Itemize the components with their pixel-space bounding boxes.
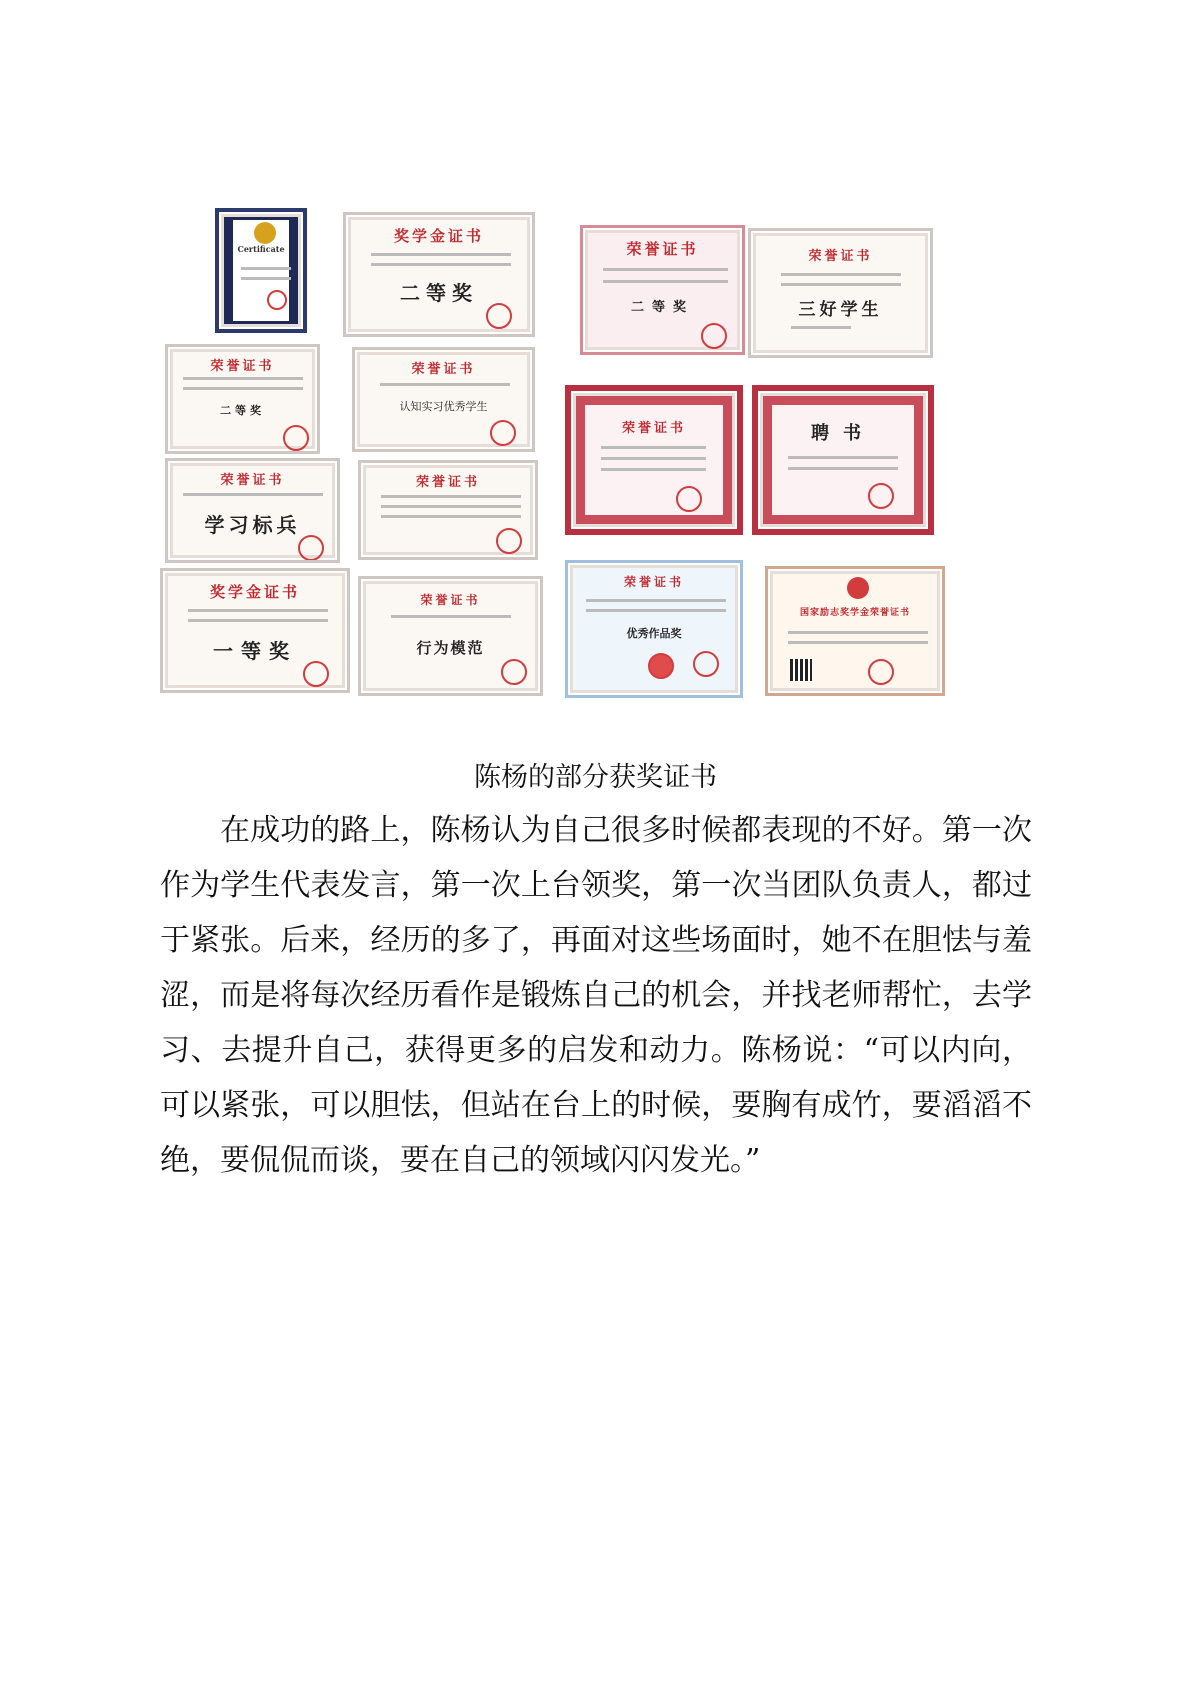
seal-icon <box>298 535 324 561</box>
image-caption: 陈杨的部分获奖证书 <box>474 762 717 793</box>
certificate-three-good-student <box>748 228 933 358</box>
cert-main-text: 一等奖 <box>213 639 297 663</box>
seal-icon <box>868 659 894 685</box>
certificate-excellent-work <box>565 560 743 698</box>
certificate-honor-second <box>580 225 745 355</box>
certificate-gold-first <box>160 568 350 693</box>
cert-main-text: 二等奖 <box>220 404 265 417</box>
cert-title: 荣誉证书 <box>808 249 873 264</box>
cert-title: 荣誉证书 <box>411 362 476 377</box>
seal-icon <box>501 659 527 685</box>
cert-title: 奖学金证书 <box>393 227 484 245</box>
certificate-collage-image <box>160 220 1022 750</box>
certificate-red-honor <box>565 385 743 535</box>
cert-title: 荣誉证书 <box>623 575 684 589</box>
seal-icon <box>490 420 516 446</box>
seal-icon <box>303 661 329 687</box>
seal-icon <box>676 486 702 512</box>
certificate-en-title: Certificate <box>237 244 285 254</box>
certificate-hiring <box>752 385 934 535</box>
seal-icon <box>283 425 309 451</box>
certificate-gold-second <box>343 212 535 337</box>
seal-icon <box>486 303 512 329</box>
cert-title: 聘书 <box>811 423 875 444</box>
cert-main-text: 行为模范 <box>416 639 485 657</box>
cert-main-text: 优秀作品奖 <box>626 627 682 640</box>
certificate-english <box>215 208 307 333</box>
qr-code-icon <box>790 659 812 681</box>
cert-title: 荣誉证书 <box>626 240 699 258</box>
cert-main-text: 二等奖 <box>630 300 694 315</box>
certificate-cognitive-internship <box>352 347 535 452</box>
national-emblem-icon <box>847 577 869 599</box>
cert-title: 奖学金证书 <box>209 583 300 601</box>
certificate-study-model <box>165 458 340 563</box>
certificate-national-scholarship <box>765 566 945 696</box>
cert-title: 荣誉证书 <box>220 473 285 488</box>
seal-icon <box>693 651 719 677</box>
seal-icon <box>868 483 894 509</box>
cert-title: 荣誉证书 <box>210 359 275 374</box>
certificate-behavior-model <box>358 576 543 696</box>
certificate-honor-second-2 <box>165 344 320 454</box>
seal-icon <box>267 290 287 310</box>
medal-emblem-icon <box>254 222 276 244</box>
seal-icon <box>496 528 522 554</box>
body-paragraph <box>160 803 1032 1188</box>
cert-title: 荣誉证书 <box>420 593 481 607</box>
cert-title: 国家励志奖学金荣誉证书 <box>799 608 910 618</box>
cert-main-text: 学习标兵 <box>204 513 301 537</box>
cert-main-text: 认知实习优秀学生 <box>399 400 488 413</box>
cert-title: 荣誉证书 <box>621 421 686 436</box>
seal-icon <box>648 653 674 679</box>
cert-title: 荣誉证书 <box>415 475 480 490</box>
cert-main-text: 二等奖 <box>400 281 478 305</box>
certificate-honor-plain <box>358 460 538 560</box>
seal-icon <box>701 323 727 349</box>
paragraph-text: 在成功的路上，陈杨认为自己很多时候都表现的不好。第一次作为学生代表发言，第一次上台领奖，第一次当团队负责人，都过于紧张。后来，经历的多了，再面对这些场面时，她不在胆怯与羞涩，而是将每次经历看作是锻炼自己的机会，并找老师帮忙，去学习、去提升自己，获得更多的启发和动力。陈杨说：“可以内向，可以紧张，可以胆怯，但站在台上的时候，要胸有成竹，要滔滔不绝，要侃侃而谈，要在自己的领域闪闪发光。” <box>160 813 1032 1178</box>
cert-main-text: 三好学生 <box>798 300 883 320</box>
